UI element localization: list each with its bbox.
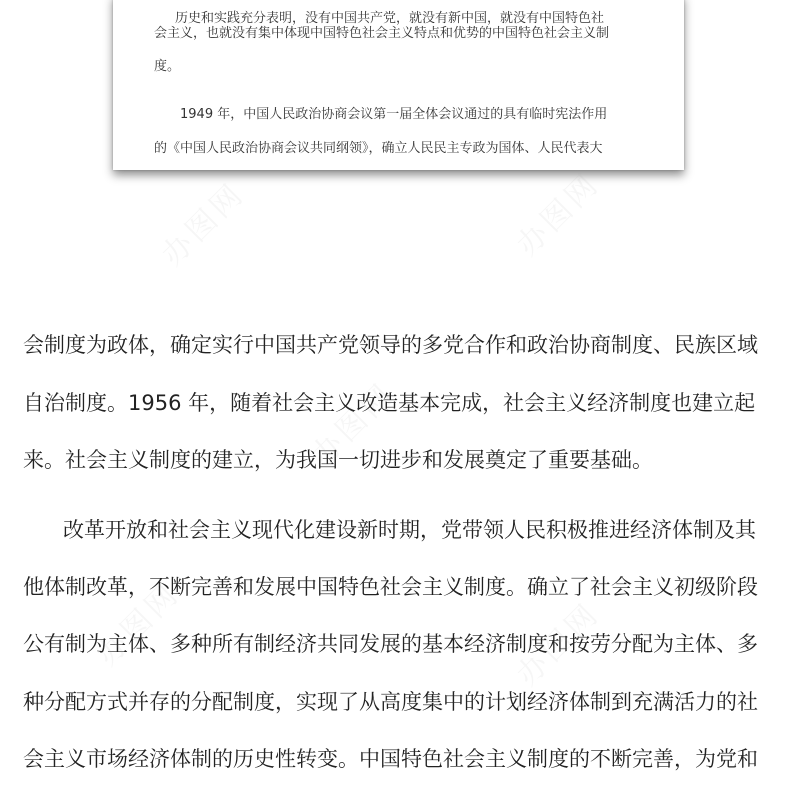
document-preview-card: 历史和实践充分表明，没有中国共产党，就没有新中国，就没有中国特色社 会主义，也就没有集中体现中国特色社会主义特点和优势的中国特色社会主义制 度。 1949 年，中国人民政治协商会议第一届全体会议通过的具有临时宪法作用 的《中国人民政治协商会议共同纲领》，确立人民民主专政为国体、人民代表大	[113, 0, 684, 170]
watermark: 办图网	[510, 596, 607, 693]
watermark: 办图网	[305, 376, 402, 473]
watermark: 办图网	[90, 576, 187, 673]
watermark: 办图网	[155, 176, 252, 273]
watermark: 办图网	[510, 166, 607, 263]
